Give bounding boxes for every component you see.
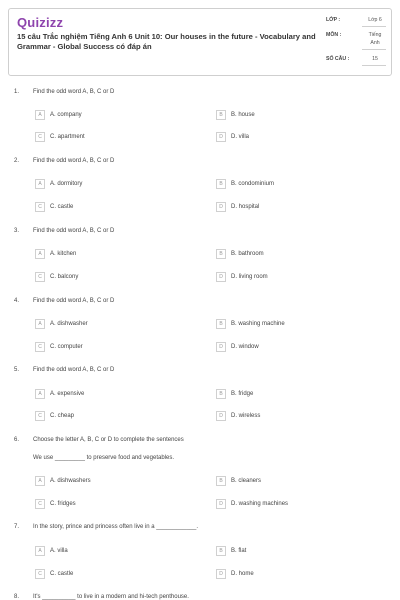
option-d[interactable] — [216, 342, 259, 352]
option-text: B. house — [231, 112, 255, 118]
option-letter-box: A — [35, 110, 45, 120]
option-c[interactable] — [35, 202, 73, 212]
option-b[interactable] — [216, 476, 261, 486]
option-letter-box: C — [35, 132, 45, 142]
question-number: 2. — [14, 158, 20, 164]
question-number: 4. — [14, 298, 20, 304]
option-text: A. dishwashers — [50, 478, 91, 484]
quizizz-logo: Quizizz — [17, 15, 64, 30]
option-text: C. cheap — [50, 413, 75, 419]
option-letter-box: B — [216, 476, 226, 486]
question-number: 7. — [14, 524, 20, 530]
document-title: 15 câu Trắc nghiệm Tiếng Anh 6 Unit 10: Our houses in the future - Vocabulary and Grammar - Global Success có đáp án — [17, 32, 316, 51]
option-text: D. villa — [231, 134, 250, 140]
option-letter-box: D — [216, 569, 226, 579]
option-text: C. fridges — [50, 501, 76, 507]
class-label: LỚP : — [326, 17, 341, 23]
option-letter-box: B — [216, 110, 226, 120]
option-letter-box: A — [35, 249, 45, 259]
option-b[interactable] — [216, 179, 274, 189]
option-a[interactable] — [35, 319, 88, 329]
option-text: B. condominium — [231, 181, 275, 187]
option-text: A. expensive — [50, 391, 85, 397]
option-text: C. castle — [50, 571, 74, 577]
question-number: 1. — [14, 89, 20, 95]
option-d[interactable] — [216, 202, 259, 212]
question-number: 5. — [14, 367, 20, 373]
option-letter-box: C — [35, 202, 45, 212]
option-letter-box: D — [216, 202, 226, 212]
option-b[interactable] — [216, 249, 264, 259]
question-number: 8. — [14, 594, 20, 600]
option-c[interactable] — [35, 272, 78, 282]
option-text: A. dishwasher — [50, 321, 88, 327]
option-letter-box: C — [35, 499, 45, 509]
option-d[interactable] — [216, 569, 254, 579]
option-letter-box: C — [35, 411, 45, 421]
option-d[interactable] — [216, 132, 249, 142]
option-letter-box: A — [35, 546, 45, 556]
option-text: C. computer — [50, 344, 83, 350]
option-letter-box: B — [216, 179, 226, 189]
subject-value-1: Tiếng — [368, 32, 382, 38]
question-text: Find the odd word A, B, C or D — [33, 367, 115, 373]
question-number: 6. — [14, 437, 20, 443]
option-text: C. castle — [50, 204, 74, 210]
option-letter-box: D — [216, 342, 226, 352]
option-text: D. washing machines — [231, 501, 289, 507]
option-text: D. wireless — [231, 413, 261, 419]
question-text: Find the odd word A, B, C or D — [33, 89, 115, 95]
question-text: Find the odd word A, B, C or D — [33, 158, 115, 164]
count-value: 15 — [372, 56, 378, 62]
option-a[interactable] — [35, 476, 91, 486]
question-text: Find the odd word A, B, C or D — [33, 298, 115, 304]
option-c[interactable] — [35, 569, 73, 579]
option-text: B. bathroom — [231, 251, 264, 257]
option-text: A. villa — [50, 548, 68, 554]
option-a[interactable] — [35, 389, 84, 399]
option-letter-box: C — [35, 272, 45, 282]
option-text: C. balcony — [50, 274, 79, 280]
option-text: B. cleaners — [231, 478, 262, 484]
option-text: D. hospital — [231, 204, 260, 210]
subject-underline — [362, 49, 386, 50]
question-number: 3. — [14, 228, 20, 234]
option-c[interactable] — [35, 411, 74, 421]
subject-value-2: Anh — [370, 40, 380, 46]
option-letter-box: D — [216, 411, 226, 421]
option-a[interactable] — [35, 249, 76, 259]
class-value: Lớp 6 — [368, 17, 382, 23]
option-text: B. fridge — [231, 391, 254, 397]
option-text: A. dormitory — [50, 181, 83, 187]
option-b[interactable] — [216, 319, 285, 329]
option-a[interactable] — [35, 546, 68, 556]
option-letter-box: C — [35, 569, 45, 579]
question-text: Find the odd word A, B, C or D — [33, 228, 115, 234]
option-letter-box: B — [216, 249, 226, 259]
question-subtext: We use _________ to preserve food and vegetables. — [33, 455, 174, 461]
option-text: B. flat — [231, 548, 247, 554]
count-underline — [362, 65, 386, 66]
class-underline — [362, 26, 386, 27]
option-letter-box: C — [35, 342, 45, 352]
option-text: D. living room — [231, 274, 268, 280]
subject-label: MÔN : — [326, 32, 342, 38]
option-a[interactable] — [35, 110, 82, 120]
option-d[interactable] — [216, 499, 288, 509]
option-letter-box: A — [35, 319, 45, 329]
option-text: A. company — [50, 112, 82, 118]
option-letter-box: B — [216, 319, 226, 329]
question-text: Choose the letter A, B, C or D to complete the sentences — [33, 437, 184, 443]
option-d[interactable] — [216, 272, 268, 282]
option-b[interactable] — [216, 389, 253, 399]
option-letter-box: A — [35, 179, 45, 189]
option-text: B. washing machine — [231, 321, 285, 327]
option-letter-box: D — [216, 272, 226, 282]
option-text: C. apartment — [50, 134, 85, 140]
option-text: D. window — [231, 344, 259, 350]
option-text: A. kitchen — [50, 251, 77, 257]
option-letter-box: B — [216, 546, 226, 556]
option-b[interactable] — [216, 546, 246, 556]
option-b[interactable] — [216, 110, 255, 120]
option-d[interactable] — [216, 411, 260, 421]
option-letter-box: D — [216, 499, 226, 509]
count-label: SỐ CÂU : — [326, 56, 350, 62]
option-letter-box: B — [216, 389, 226, 399]
option-a[interactable] — [35, 179, 82, 189]
option-text: D. home — [231, 571, 254, 577]
option-c[interactable] — [35, 499, 76, 509]
option-letter-box: A — [35, 476, 45, 486]
option-c[interactable] — [35, 342, 83, 352]
option-letter-box: D — [216, 132, 226, 142]
option-c[interactable] — [35, 132, 85, 142]
question-text: In the story, prince and princess often live in a ____________. — [33, 524, 198, 530]
option-letter-box: A — [35, 389, 45, 399]
question-text: It's __________ to live in a modern and hi-tech penthouse. — [33, 594, 189, 600]
